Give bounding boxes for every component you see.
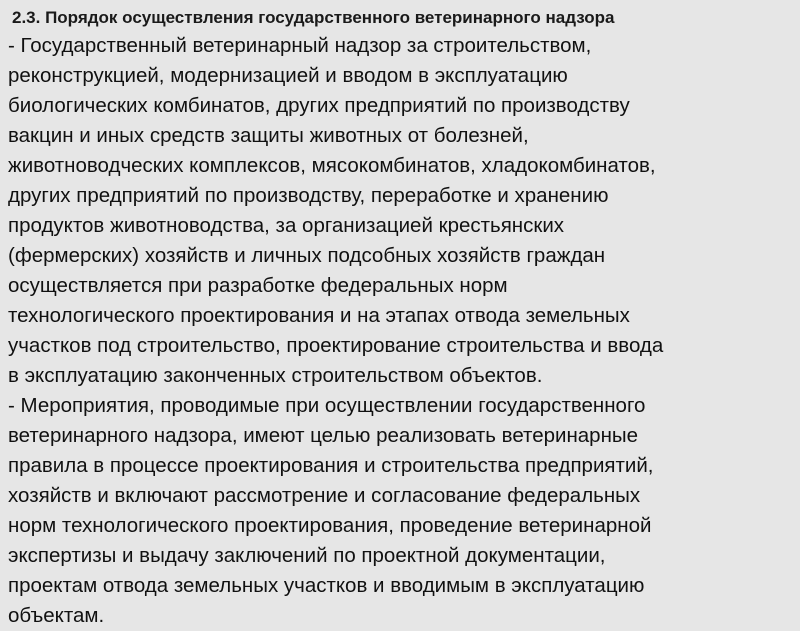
paragraph-construction-oversight: [8, 31, 798, 391]
text-line: экспертизы и выдачу заключений по проектной документации,: [8, 544, 606, 567]
text-line: проектам отвода земельных участков и вводимым в эксплуатацию: [8, 574, 645, 597]
text-line: реконструкцией, модернизацией и вводом в эксплуатацию: [8, 64, 568, 87]
text-line: технологического проектирования и на этапах отвода земельных: [8, 304, 630, 327]
text-line: участков под строительство, проектирование строительства и ввода: [8, 334, 664, 357]
text-line: объектам.: [8, 604, 105, 627]
text-line: правила в процессе проектирования и строительства предприятий,: [8, 454, 654, 477]
text-line: в эксплуатацию законченных строительством объектов.: [8, 364, 543, 387]
text-line: хозяйств и включают рассмотрение и согласование федеральных: [8, 484, 641, 507]
section-heading: 2.3. Порядок осуществления государственного ветеринарного надзора: [12, 8, 615, 27]
text-line: - Мероприятия, проводимые при осуществлении государственного: [8, 394, 646, 417]
text-line: норм технологического проектирования, проведение ветеринарной: [8, 514, 652, 537]
text-line: продуктов животноводства, за организацией крестьянских: [8, 214, 565, 237]
text-line: - Государственный ветеринарный надзор за строительством,: [8, 34, 592, 57]
text-line: ветеринарного надзора, имеют целью реализовать ветеринарные: [8, 424, 639, 447]
text-line: других предприятий по производству, переработке и хранению: [8, 184, 609, 207]
text-line: биологических комбинатов, других предприятий по производству: [8, 94, 630, 117]
paragraph-oversight-measures: [8, 391, 798, 631]
text-line: вакцин и иных средств защиты животных от болезней,: [8, 124, 529, 147]
body-text: [8, 31, 798, 631]
text-line: животноводческих комплексов, мясокомбинатов, хладокомбинатов,: [8, 154, 656, 177]
text-line: (фермерских) хозяйств и личных подсобных хозяйств граждан: [8, 244, 606, 267]
text-line: осуществляется при разработке федеральных норм: [8, 274, 508, 297]
